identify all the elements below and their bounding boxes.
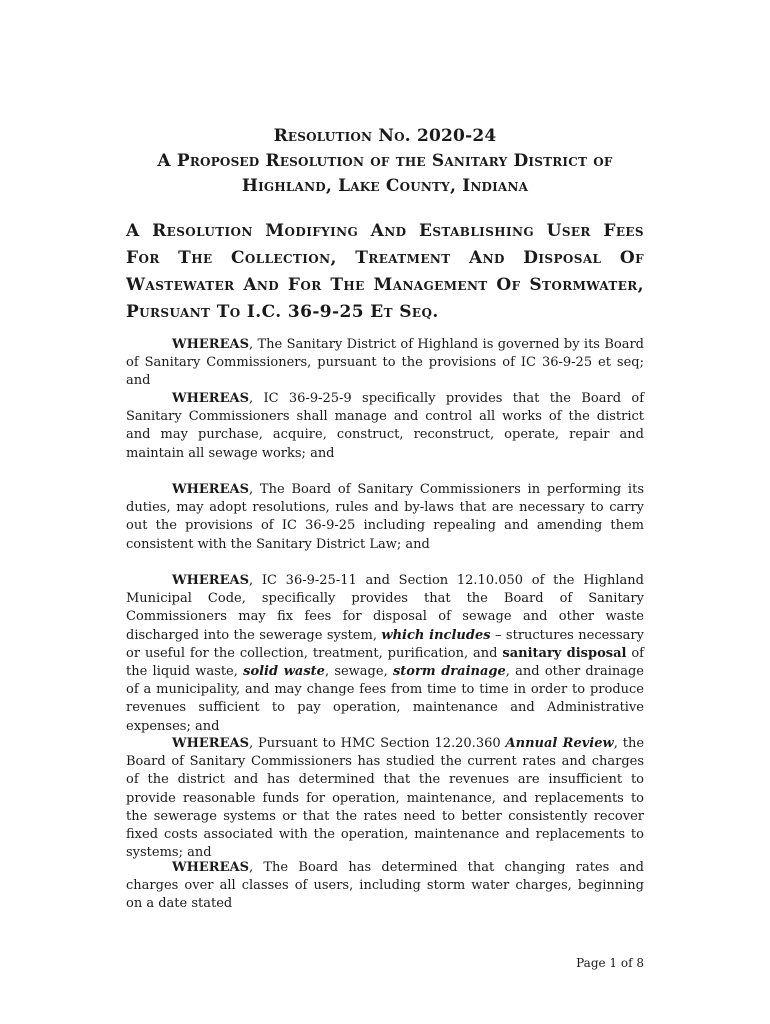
paragraph-text: , the Board of Sanitary Commissioners has studied the current rates and charges of the district and has determined that the revenues are insufficient to provide reasonable funds for operation, maintenance, and replacements to the sewerage systems or that the rates need to better consistently recover fixed costs associated with the operation, maintenance and replacements to systems; and — [126, 736, 645, 861]
whereas-label: WHEREAS — [172, 736, 249, 751]
resolution-heading — [126, 124, 644, 199]
whereas-label: WHEREAS — [172, 482, 249, 497]
page-number: Page 1 of 8 — [576, 956, 644, 970]
whereas-label: WHEREAS — [172, 860, 249, 875]
paragraph-text: , Pursuant to HMC Section 12.20.360 — [248, 736, 506, 751]
paragraph-text: , IC 36-9-25-9 specifically provides that the Board of Sanitary Commissioners shall manage and control all works of the district and may purchase, acquire, construct, reconstruct, operate, repair and maintain all sewage works; and — [126, 391, 644, 461]
emphasis-solid-waste: solid waste — [243, 664, 325, 680]
paragraph-text: – structures necessary or useful for the collection, treatment, purification, and — [126, 627, 644, 661]
paragraph-text: , IC 36-9-25-11 and Section 12.10.050 of the Highland Municipal Code, specifically provides that the Board of Sanitary Commissioners may fix fees for disposal of sewage and other waste discharged into the sewerage system, — [126, 573, 644, 643]
resolution-location: Highland, Lake County, Indiana — [241, 176, 529, 196]
paragraph-text: , sewage, — [324, 664, 393, 680]
paragraph-text: , The Sanitary District of Highland is governed by its Board of Sanitary Commissioners, pursuant to the provisions of IC 36-9-25 et seq; and — [126, 337, 644, 389]
resolution-number: Resolution No. 2020-24 — [273, 126, 497, 146]
emphasis-sanitary-disposal: sanitary disposal — [502, 645, 627, 661]
paragraph-text: , The Board has determined that changing rates and charges over all classes of users, including storm water charges, beginning on a date stated — [126, 860, 644, 912]
emphasis-annual-review: Annual Review — [505, 736, 614, 751]
emphasis-which-includes: which includes — [381, 627, 491, 643]
paragraph-text: of the liquid waste, — [126, 645, 644, 680]
resolution-subtitle: A Proposed Resolution of the Sanitary District of — [157, 151, 613, 171]
emphasis-storm-drainage: storm drainage — [392, 664, 506, 680]
whereas-paragraph-1 — [126, 336, 644, 391]
whereas-label: WHEREAS — [172, 337, 249, 352]
whereas-paragraph-4 — [126, 572, 644, 736]
paragraph-text: , and other drainage of a municipality, and may change fees from time to time in order to produce revenues sufficient to pay operation, maintenance and Administrative expenses; and — [126, 664, 644, 734]
resolution-title: A Resolution Modifying And Establishing User Fees For The Collection, Treatment And Disposal Of Wastewater And For The Management Of Stormwater, Pursuant To I.C. 36-9-25 Et Seq. — [126, 221, 644, 322]
whereas-paragraph-2 — [126, 390, 644, 463]
whereas-paragraph-5 — [126, 735, 644, 862]
whereas-label: WHEREAS — [172, 391, 249, 406]
whereas-paragraph-6 — [126, 859, 644, 914]
whereas-paragraph-3 — [126, 481, 644, 554]
paragraph-text: , The Board of Sanitary Commissioners in performing its duties, may adopt resolutions, rules and by-laws that are necessary to carry out the provisions of IC 36-9-25 including repealing and amending them consistent with the Sanitary District Law; and — [126, 482, 644, 552]
whereas-label: WHEREAS — [172, 573, 249, 588]
